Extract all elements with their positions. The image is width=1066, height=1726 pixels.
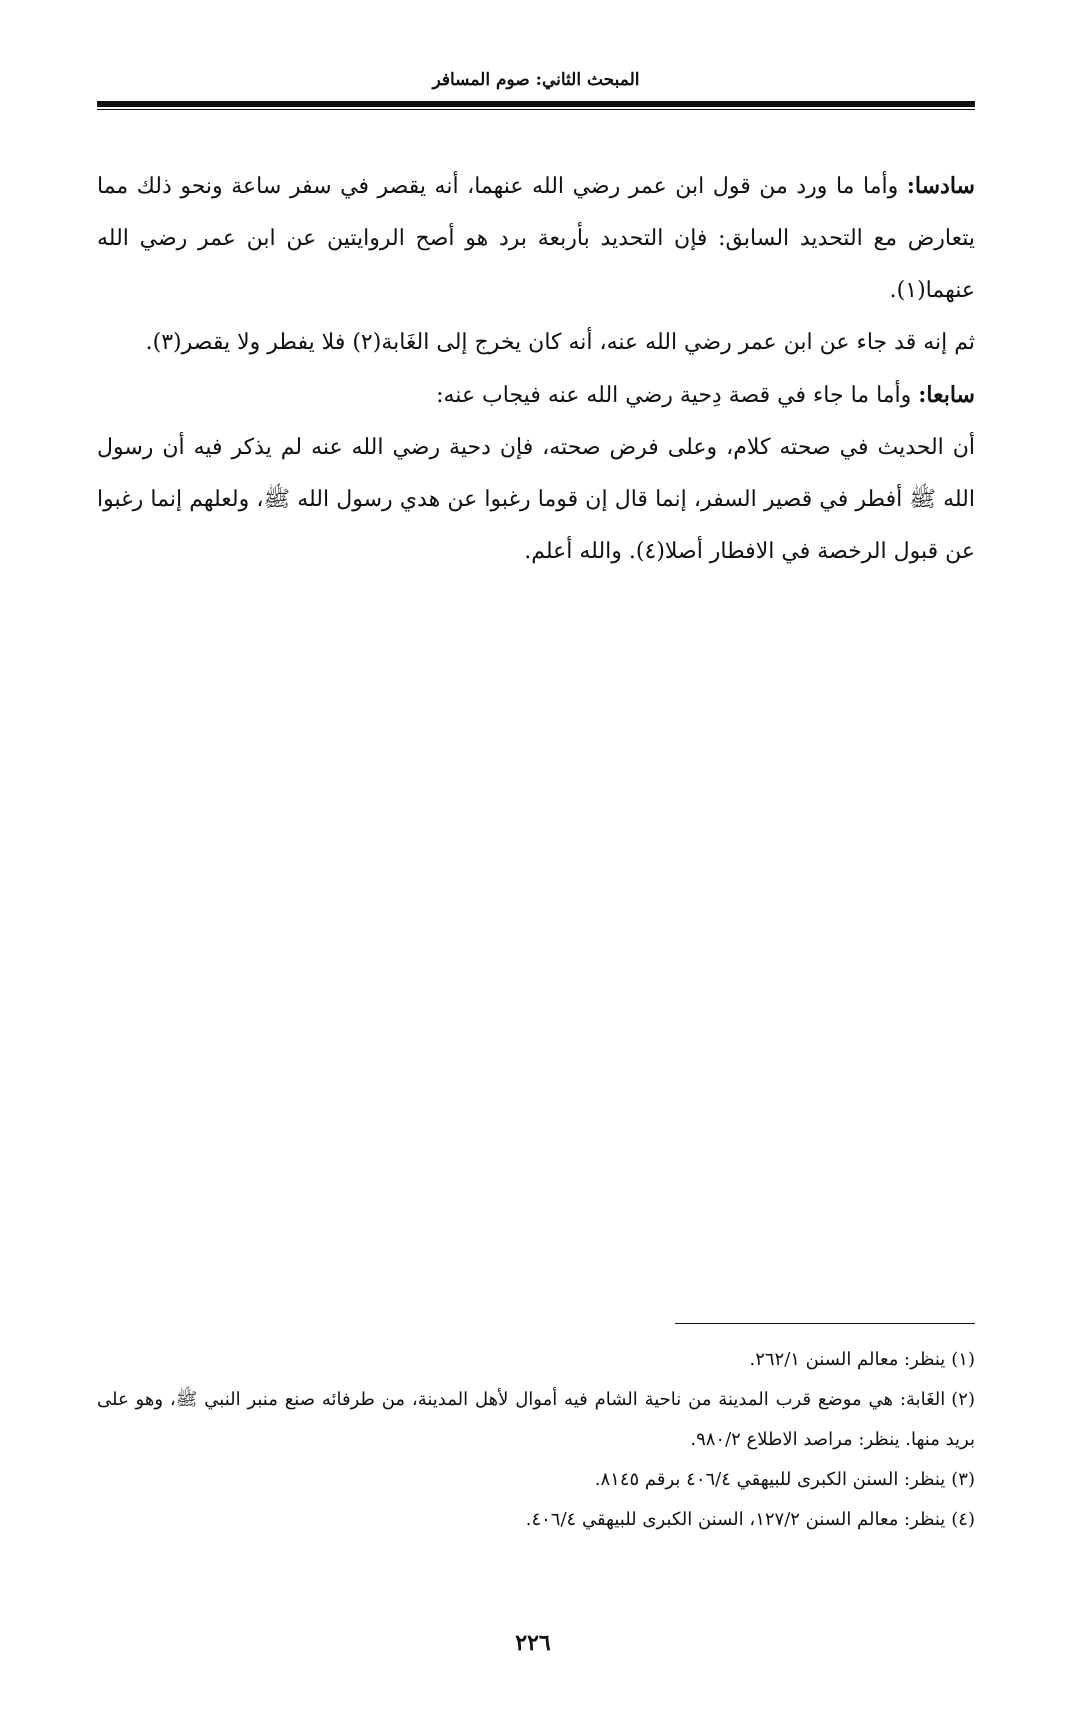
footnote-2: [97, 1380, 975, 1460]
footnote-4: [97, 1500, 975, 1540]
paragraph-text: وأما ما جاء في قصة دِحية رضي الله عنه فيجاب عنه:: [436, 383, 919, 408]
paragraph-answer: [97, 422, 975, 578]
footnote-3: [97, 1460, 975, 1500]
footnote-number: (٢): [951, 1389, 975, 1410]
running-header-title: المبحث الثاني: صوم المسافر: [432, 70, 640, 90]
footnote-text: ينظر: معالم السنن ٢٦٢/١.: [749, 1349, 946, 1370]
footnote-separator: [675, 1323, 975, 1324]
page-number: ٢٢٦: [515, 1630, 551, 1656]
footnote-text: الغَابة: هي موضع قرب المدينة من ناحية الشام فيه أموال لأهل المدينة، من طرفائه صنع منبر النبي ﷺ، وهو على بريد منها. ينظر: مراصد الاطلاع ٩٨٠/٢.: [97, 1389, 975, 1450]
paragraph-text: ثم إنه قد جاء عن ابن عمر رضي الله عنه، أنه كان يخرج إلى الغَابة(٢) فلا يفطر ولا يقصر(٣).: [145, 330, 975, 355]
header-rule-thick: [97, 101, 975, 107]
footnotes: [97, 1340, 975, 1540]
paragraph-lead: سادسا:: [906, 173, 975, 199]
header-rule-thin: [97, 109, 975, 110]
paragraph-seventh: [97, 369, 975, 422]
footnote-number: (٤): [951, 1509, 975, 1530]
paragraph-lead: سابعا:: [918, 382, 975, 408]
footnote-1: [97, 1340, 975, 1380]
footnote-text: ينظر: السنن الكبرى للبيهقي ٤٠٦/٤ برقم ٨١٤٥.: [594, 1469, 946, 1490]
paragraph-continuation: [97, 317, 975, 369]
main-text: [97, 160, 975, 578]
paragraph-text: وأما ما ورد من قول ابن عمر رضي الله عنهما، أنه يقصر في سفر ساعة ونحو ذلك مما يتعارض مع التحديد السابق: فإن التحديد بأربعة برد هو أصح الروايتين عن ابن عمر رضي الله عنهما(١).: [97, 174, 975, 303]
footnote-number: (١): [951, 1349, 975, 1370]
footnote-number: (٣): [951, 1469, 975, 1490]
paragraph-text: أن الحديث في صحته كلام، وعلى فرض صحته، فإن دحية رضي الله عنه لم يذكر فيه أن رسول الله ﷺ أفطر في قصير السفر، إنما قال إن قوما رغبوا عن هدي رسول الله ﷺ، ولعلهم إنما رغبوا عن قبول الرخصة في الافطار أصلا(٤). والله أعلم.: [97, 435, 975, 564]
paragraph-sixth: [97, 160, 975, 317]
footnote-text: ينظر: معالم السنن ١٢٧/٢، السنن الكبرى للبيهقي ٤٠٦/٤.: [525, 1509, 946, 1530]
